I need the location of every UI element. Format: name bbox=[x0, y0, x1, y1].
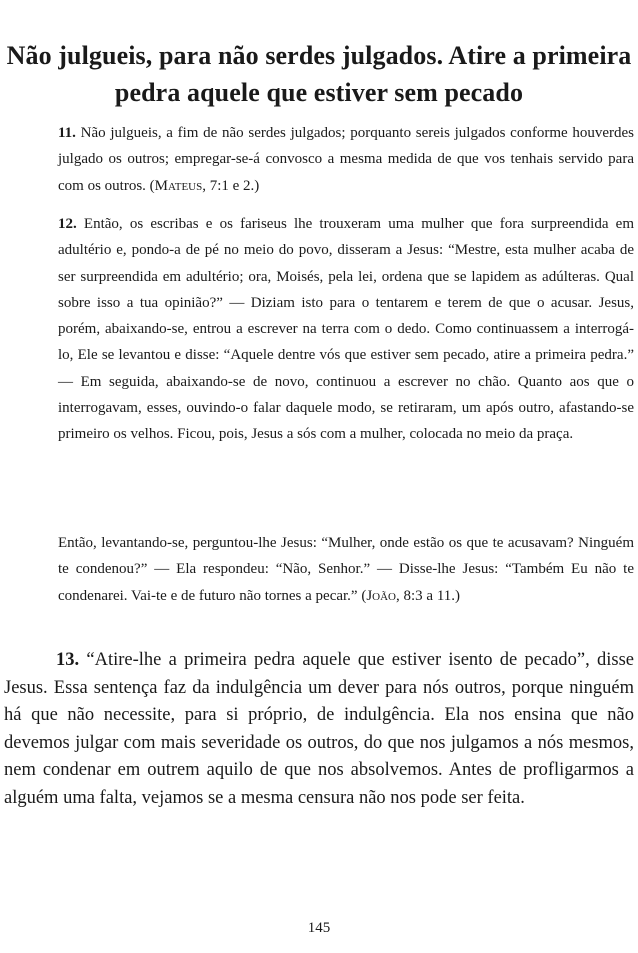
reference-verse: , 8:3 a 11.) bbox=[396, 587, 461, 604]
paragraph-text: Não julgueis, a fim de não serdes julgados; porquanto sereis julgados conforme houverdes julgado os outros; empregar-se-á convosco a mesma medida de que vos tenhais servido para com os outros. ( bbox=[58, 125, 634, 194]
paragraph-12-continuation bbox=[58, 530, 634, 609]
page-title: Não julgueis, para não serdes julgados. Atire a primeira pedra aquele que estiver sem pecado bbox=[6, 41, 632, 108]
reference-book: João bbox=[366, 587, 396, 604]
reference-verse: , 7:1 e 2.) bbox=[202, 177, 260, 194]
paragraph-text: “Atire-lhe a primeira pedra aquele que estiver isento de pecado”, disse Jesus. Essa sentença faz da indulgência um dever para nós outros, porque ninguém há que não necessite, para si próprio, de indulgência. Ela nos ensina que não devemos julgar com mais severidade os outros, do que nos julgamos a nós mesmos, nem condenar em outrem aquilo de que nos absolvemos. Antes de profligarmos a alguém uma falta, vejamos se a mesma censura não nos pode ser feita. bbox=[4, 650, 634, 808]
paragraph-number: 13. bbox=[56, 650, 80, 670]
paragraph-11 bbox=[58, 120, 634, 199]
paragraph-number: 12. bbox=[58, 216, 77, 232]
paragraph-12 bbox=[58, 211, 634, 448]
paragraph-number: 11. bbox=[58, 125, 76, 141]
paragraph-13 bbox=[4, 647, 634, 813]
paragraph-text: Então, levantando-se, perguntou-lhe Jesus: “Mulher, onde estão os que te acusavam? Ninguém te condenou?” — Ela respondeu: “Não, Senhor.” — Disse-lhe Jesus: “Também Eu não te condenarei. Vai-te e de futuro não tornes a pecar.” ( bbox=[58, 535, 634, 604]
page-number: 145 bbox=[307, 920, 331, 936]
paragraph-text: Então, os escribas e os fariseus lhe trouxeram uma mulher que fora surpreendida em adultério e, pondo-a de pé no meio do povo, disseram a Jesus: “Mestre, esta mulher acaba de ser surpreendida em adultério; ora, Moisés, pela lei, ordena que se lapidem as adúlteras. Qual sobre isso a tua opinião?” — Diziam isto para o tentarem e terem de que o acusar. Jesus, porém, abaixando-se, entrou a escrever na terra com o dedo. Como continuassem a interrogá-lo, Ele se levantou e disse: “Aquele dentre vós que estiver sem pecado, atire a primeira pedra.” — Em seguida, abaixando-se de novo, continuou a escrever no chão. Quanto aos que o interrogavam, esses, ouvindo-o falar daquele modo, se retiraram, um após outro, afastando-se primeiro os velhos. Ficou, pois, Jesus a sós com a mulher, colocada no meio da praça. bbox=[58, 216, 634, 443]
reference-book: Mateus bbox=[154, 177, 203, 194]
